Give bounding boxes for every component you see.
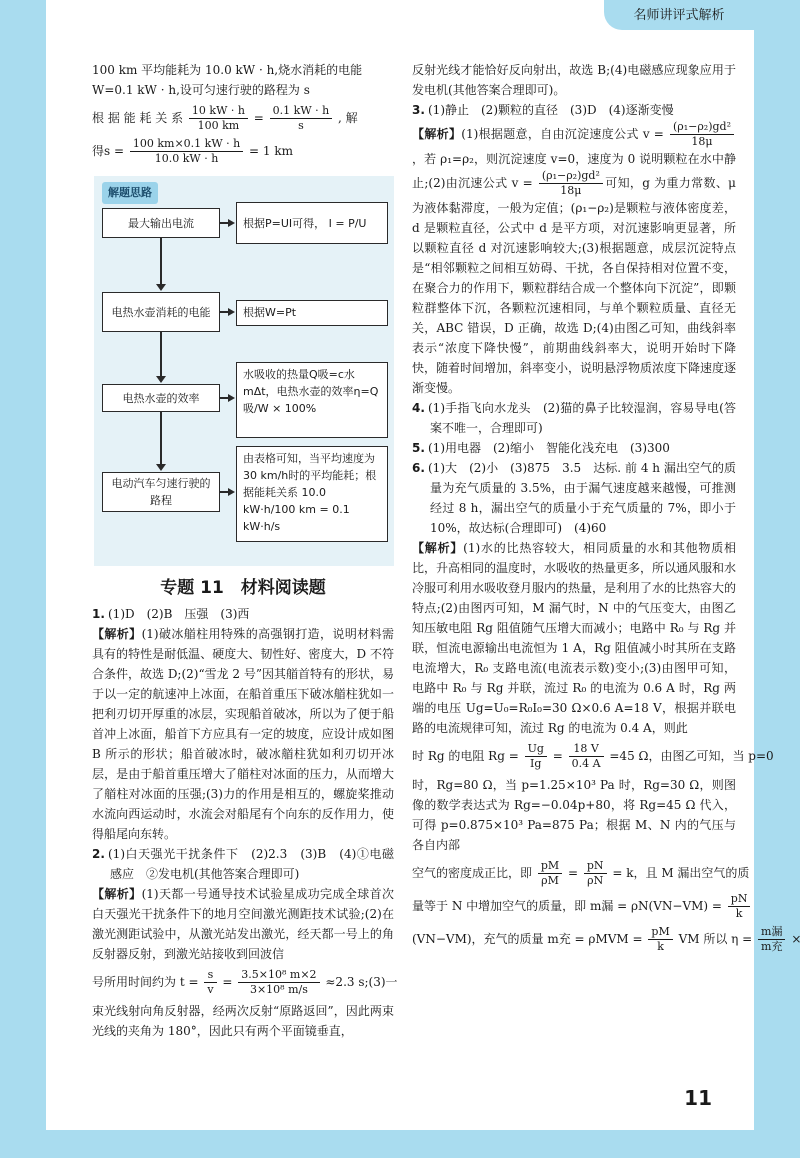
fraction [130, 137, 243, 166]
formula-prefix: 号所用时间约为 t = [92, 975, 199, 989]
fraction [758, 925, 785, 954]
fraction [670, 120, 734, 149]
analysis-label: 【解析】 [412, 541, 464, 555]
bottom-decorative-band [0, 1130, 800, 1158]
answer-text: (1)大 (2)小 (3)875 3.5 达标. 前 4 h 漏出空气的质量为充气质量的 3.5%，由于漏气速度越来越慢，可推测经过 8 h，漏出空气的质量小于充气质量的 7%，即小于 10%，故达标(合理即可) (4)60 [428, 461, 736, 535]
analysis-label: 【解析】 [412, 127, 462, 141]
resistance-formula [412, 742, 774, 771]
flow-arrow [156, 376, 166, 383]
answer-text: (1)手指飞向水龙头 (2)猫的鼻子比较湿润，容易导电(答案不唯一，合理即可) [428, 401, 736, 435]
question-1-analysis [92, 624, 394, 844]
numerator: m漏 [758, 925, 785, 940]
fraction [539, 169, 603, 198]
denominator: Ig [530, 757, 542, 770]
question-number: 2. [92, 847, 105, 861]
analysis-text: (1)水的比热容较大，相同质量的水和其他物质相比，升高相同的温度时，水吸收的热量更多，所以通风服和水冷服可利用水吸收登月服内的热量，是利用了水的比热容大的特点;(2)由图丙可知，M 漏气时，N 中的气压变大，由图乙知压敏电阻 Rg 阻值随气压增大而减小；电路中 R₀ 与 Rg 并联，恒流电源输出电流恒为 1 A，Rg 阻值减小时其所在支路电流增大，R₀ 支路电流(电流表示数)变小;(3)由图甲可知，电路中 R₀ 与 Rg 并联，流过 R₀ 的电流为 0.6 A 时，Rg 两端的电压 Ug=U₀=R₀I₀=30 Ω×0.6 A=18 V，根据并联电路的电流规律可知，流过 Rg 的电流为 0.4 A，则此 [412, 541, 737, 735]
flow-connector [160, 412, 162, 466]
flow-arrow [228, 488, 235, 496]
question-2-analysis-tail: 束光线射向角反射器，经两次反射“原路返回”，因此两束光线的夹角为 180°，因此只有两个平面镜垂直， [92, 1004, 394, 1038]
denominator: ρN [587, 874, 604, 887]
question-number: 1. [92, 607, 105, 621]
question-number: 5. [412, 441, 425, 455]
flow-arrow [228, 308, 235, 316]
denominator: 10.0 kW · h [154, 152, 219, 165]
flow-arrow [156, 464, 166, 471]
analysis-text: ，若 ρ₁=ρ₂，则沉淀速度 v=0，速度为 0 说 [412, 152, 652, 166]
density-formula [412, 859, 750, 888]
flow-connector [160, 332, 162, 378]
flow-step-energy: 电热水壶消耗的电能 [102, 292, 220, 332]
distance-formula [92, 137, 394, 166]
formula-prefix: 得s = [92, 144, 125, 158]
answer-text: (1)静止 (2)颗粒的直径 (3)D (4)逐渐变慢 [428, 103, 674, 117]
denominator: k [735, 907, 743, 920]
denominator: 18μ [691, 135, 713, 148]
denominator: s [298, 119, 304, 132]
numerator: pM [648, 925, 672, 940]
formula-prefix: 时 Rg 的电阻 Rg = [412, 749, 519, 763]
formula-text: VM 所以 η = [678, 932, 753, 946]
equals-sign: = [567, 866, 579, 880]
question-number: 3. [412, 103, 425, 117]
formula-suffix: =45 Ω，由图乙可知，当 p=0 [609, 749, 774, 763]
right-decorative-band [754, 0, 800, 1158]
flow-step-max-current: 最大输出电流 [102, 208, 220, 238]
numerator: pM [538, 859, 562, 874]
formula-prefix: 空气的密度成正比，即 [412, 866, 533, 880]
analysis-text: 知，g 为重力常数、μ 为液体黏滞度，一般为定值；(ρ₁−ρ₂)是颗粒与液体密度差，d 是颗粒直径，公式中 d 是平方项，对沉速影响更显著，所以颗粒直径 d 对沉速影响较大;(3)根据题意，成层沉淀特点是“相邻颗粒之间相互妨碍、干扰，各自保持相对位置不变，在聚合力的作用下，颗粒群结合成一个整体向下沉淀”，即颗粒群整体下沉，各颗粒沉速相同，与单个颗粒质量、直径无关，ABC 错误，D 正确，故选 D;(4)由图乙可知，曲线斜率表示“浓度下降快慢”，前期曲线斜率大，说明开始时下降快，随着时间增加，斜率变小，说明悬浮物质浓度下降速度逐渐变慢。 [412, 176, 737, 395]
fraction [728, 892, 751, 921]
fraction [538, 859, 562, 888]
flow-note-efficiency: 水吸收的热量Q吸=c水mΔt，电热水壶的效率η=Q吸/W × 100% [236, 362, 388, 438]
fraction [569, 742, 604, 771]
header-title: 名师讲评式解析 [604, 0, 754, 30]
energy-formula [92, 104, 394, 133]
time-formula [92, 968, 398, 997]
formula-suffix: = 1 km [249, 144, 293, 158]
numerator: pN [728, 892, 751, 907]
efficiency-formula [412, 925, 801, 954]
section-title: 专题 11 材料阅读题 [160, 578, 326, 598]
analysis-text: (1)天都一号通导技术试验星成功完成全球首次白天强光干扰条件下的地月空间激光测距技术试验;(2)在激光测距试验中，从激光站发出激光，经天都一号上的角反射器反射，到激光站接收到回波信 [92, 887, 394, 961]
flow-note-current: 根据P=UI可得， I = P/U [236, 202, 388, 244]
pressure-text: 时，Rg=80 Ω，当 p=1.25×10³ Pa 时，Rg=30 Ω，则图像的数学表达式为 Rg=−0.04p+80，将 Rg=45 Ω 代入，可得 p=0.875×10³ Pa=875 Pa；根据 M、N 内的气压与各自内部 [412, 778, 736, 852]
right-column [412, 60, 801, 958]
denominator: 0.4 A [571, 757, 601, 770]
denominator: 18μ [560, 184, 582, 197]
question-number: 4. [412, 401, 425, 415]
leak-mass-formula [412, 892, 748, 921]
left-decorative-band [0, 0, 46, 1158]
formula-suffix: = k，且 M 漏出空气的质 [612, 866, 750, 880]
equals-sign: = [253, 111, 264, 125]
equals-sign: = [222, 975, 233, 989]
question-number: 6. [412, 461, 425, 475]
solution-flowchart [94, 176, 394, 566]
flow-arrow [228, 394, 235, 402]
intro-line: W=0.1 kW · h,设可匀速行驶的路程为 s [92, 83, 310, 97]
denominator: m充 [761, 940, 783, 953]
question-4-answer [412, 398, 736, 438]
fraction [189, 104, 248, 133]
question-3-analysis [412, 120, 736, 398]
analysis-label: 【解析】 [92, 887, 142, 901]
numerator: 100 km×0.1 kW · h [130, 137, 243, 152]
formula-prefix: 根 据 能 耗 关 系 [92, 111, 184, 125]
fraction [525, 742, 547, 771]
flow-step-distance: 电动汽车匀速行驶的路程 [102, 472, 220, 512]
flow-note-distance: 由表格可知，当平均速度为30 km/h时的平均能耗；根据能耗关系 10.0 kW·h/100 km = 0.1 kW·h/s [236, 446, 388, 542]
formula-suffix: , 解 [338, 111, 358, 125]
analysis-label: 【解析】 [92, 627, 142, 641]
denominator: 3×10⁸ m/s [249, 983, 308, 996]
question-2-analysis [92, 884, 394, 964]
analysis-text: 可 [604, 176, 618, 190]
fraction [270, 104, 333, 133]
question-1-answer [92, 604, 394, 624]
flow-note-energy: 根据W=Pt [236, 300, 388, 326]
denominator: 100 km [197, 119, 240, 132]
fraction [648, 925, 672, 954]
numerator: Ug [525, 742, 547, 757]
question-5-answer [412, 438, 736, 458]
numerator: (ρ₁−ρ₂)gd² [539, 169, 603, 184]
numerator: 10 kW · h [189, 104, 248, 119]
analysis-text: 明颗粒在水中静止;(2)由沉速公式 v = [412, 152, 736, 190]
continued-text: 反射光线才能恰好反向射出，故选 B;(4)电磁感应现象应用于发电机(其他答案合理即可)。 [412, 63, 736, 97]
denominator: v [207, 983, 214, 996]
numerator: 18 V [569, 742, 604, 757]
numerator: 0.1 kW · h [270, 104, 333, 119]
intro-line: 100 km 平均能耗为 10.0 kW · h,烧水消耗的电能 [92, 63, 363, 77]
left-column [92, 60, 398, 1041]
fraction [204, 968, 216, 997]
numerator: (ρ₁−ρ₂)gd² [670, 120, 734, 135]
question-3-answer [412, 100, 736, 120]
flowchart-tag: 解题思路 [102, 182, 158, 204]
answer-text: (1)D (2)B 压强 (3)西 [108, 607, 250, 621]
fraction [238, 968, 319, 997]
flow-connector [160, 238, 162, 286]
denominator: k [657, 940, 664, 953]
formula-prefix: 量等于 N 中增加空气的质量，即 m漏 = ρN(VN−VM) = [412, 899, 722, 913]
answer-text: (1)白天强光干扰条件下 (2)2.3 (3)B (4)①电磁感应 ②发电机(其他答案合理即可) [108, 847, 394, 881]
formula-suffix: × [791, 932, 801, 946]
equals-sign: = [552, 749, 563, 763]
flow-arrow [228, 219, 235, 227]
question-2-answer [92, 844, 394, 884]
numerator: s [204, 968, 216, 983]
analysis-text: (1)破冰艏柱用特殊的高强钢打造，说明材料需具有的特性是耐低温、硬度大、韧性好、密度大，D 不符合条件，故选 D;(2)“雪龙 2 号”因其艏首特有的形状，易于以一定的航速冲上冰面，在船首重压下破冰艏柱犹如一把利刃切开厚重的冰层，实现船首破冰，所以为了便于船首冲上冰面，船首下方应具有一定的坡度，应设计成如图 B 所示的形状；船首破冰时，破冰艏柱犹如利刃切开冰层，是由于船首重压增大了艏柱对冰面的压力，从而增大了艏柱对冰面的压强;(3)力的作用是相互的，螺旋桨推动水流向西运动时，水流会对船尾有个向东的反作用力，使得船尾向东转。 [92, 627, 395, 841]
formula-prefix: (VN−VM)，充气的质量 m充 = ρMVM = [412, 932, 643, 946]
answer-text: (1)用电器 (2)缩小 智能化浅充电 (3)300 [428, 441, 670, 455]
denominator: ρM [541, 874, 559, 887]
page-number: 11 [684, 1086, 712, 1110]
formula-suffix: ≈2.3 s;(3)一 [325, 975, 398, 989]
question-6-analysis [412, 538, 736, 738]
flow-arrow [156, 284, 166, 291]
fraction [584, 859, 607, 888]
numerator: pN [584, 859, 607, 874]
analysis-text: (1)根据题意，自由沉淀速度公式 v = [461, 127, 664, 141]
question-6-answer [412, 458, 736, 538]
flow-step-efficiency: 电热水壶的效率 [102, 384, 220, 412]
numerator: 3.5×10⁸ m×2 [238, 968, 319, 983]
